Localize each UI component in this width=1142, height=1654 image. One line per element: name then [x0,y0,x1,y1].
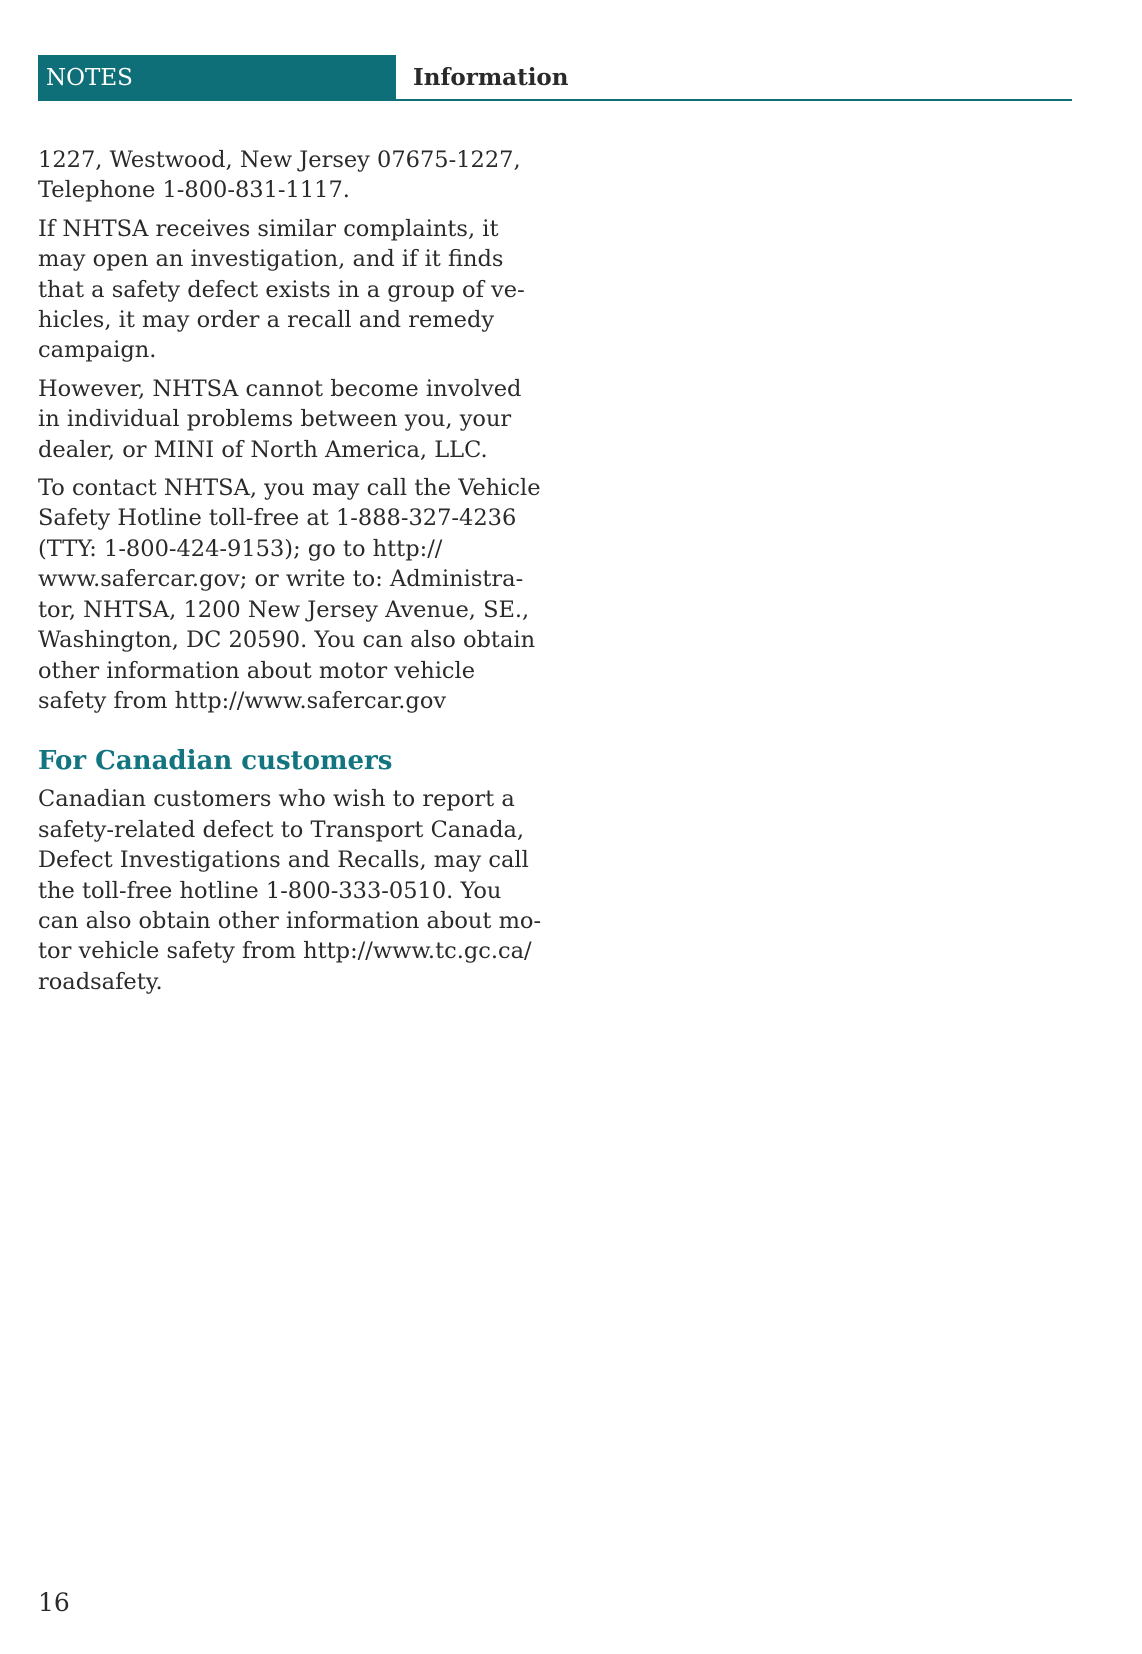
text-line: safety-related defect to Transport Canada, [38,816,525,843]
page-header [38,55,1072,101]
paragraph-address [38,145,558,206]
text-line: However, NHTSA cannot become involved [38,375,522,402]
paragraph-nhtsa-complaints [38,214,558,366]
section-heading-canadian-customers: For Canadian customers [38,746,393,777]
text-line: 1227, Westwood, New Jersey 07675-1227, [38,147,521,173]
text-line: can also obtain other information about mo- [38,907,542,934]
text-line: campaign. [38,337,157,364]
text-line: safety from http://www.safercar.gov [38,687,447,714]
text-line: tor vehicle safety from http://www.tc.gc.ca/ [38,938,532,965]
header-section-title: Information [413,64,569,91]
text-line: Washington, DC 20590. You can also obtain [38,627,536,654]
header-tab-notes: NOTES [38,55,396,101]
text-line: in individual problems between you, your [38,406,512,433]
paragraph-nhtsa-limitations [38,374,558,465]
text-line: Defect Investigations and Recalls, may call [38,847,529,874]
text-line: may open an investigation, and if it finds [38,246,504,273]
text-line: Canadian customers who wish to report a [38,786,515,813]
text-line: To contact NHTSA, you may call the Vehicle [38,475,541,502]
text-line: roadsafety. [38,968,163,995]
text-line: If NHTSA receives similar complaints, it [38,215,499,242]
text-line: tor, NHTSA, 1200 New Jersey Avenue, SE., [38,596,530,623]
text-line: (TTY: 1-800-424-9153); go to http:// [38,535,443,562]
text-line: dealer, or MINI of North America, LLC. [38,436,488,463]
text-line: www.safercar.gov; or write to: Administra- [38,566,524,593]
page-number: 16 [38,1588,70,1617]
text-line: hicles, it may order a recall and remedy [38,307,495,334]
text-line: that a safety defect exists in a group of ve- [38,276,525,303]
paragraph-nhtsa-contact [38,473,558,716]
text-line: Safety Hotline toll-free at 1-888-327-4236 [38,505,517,532]
main-content [38,145,558,1005]
paragraph-canadian-customers [38,784,558,997]
text-line: Telephone 1-800-831-1117. [38,177,350,204]
text-line: the toll-free hotline 1-800-333-0510. You [38,877,502,904]
text-line: other information about motor vehicle [38,657,476,684]
